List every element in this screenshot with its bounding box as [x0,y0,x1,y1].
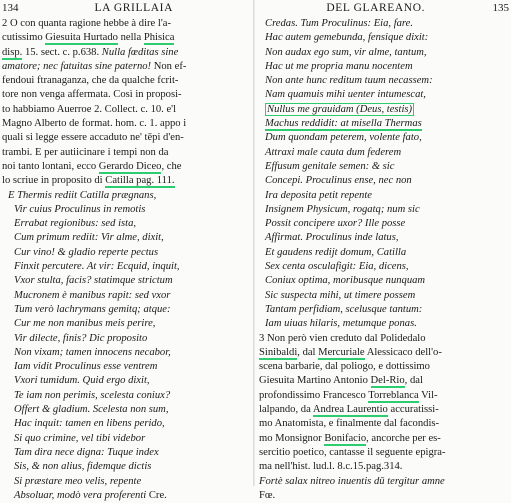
text-run: sercitio poetico, cantasse il seguente epigra- [259,446,446,458]
highlighted-phrase: Machus reddidit: at misella Thermas [265,118,422,130]
text-run: 15. sect. c. p.638. [22,46,102,58]
text-line [2,117,249,131]
text-run: Cum primum rediit: Vir alme, dixit, [14,232,164,244]
text-run: to habbiamo Auerroe 2. Collect. c. 10. e'l [2,103,177,115]
text-line [259,374,509,388]
text-run: , dal [297,346,319,358]
text-line [259,389,509,403]
text-run: Effusum genitale semen: & sic [265,160,395,172]
text-line [2,31,249,45]
text-line [2,374,249,388]
text-run: Iam vidit Proculinus esse ventrem [14,361,158,373]
left-running-title: LA GRILLAIA [94,2,173,14]
text-line [259,60,509,74]
text-run: nella [117,32,144,44]
text-run: noi tanto lontani, ecco [2,160,99,172]
text-run: Non vixam; tamen innocens necabor, [14,346,171,358]
text-run: Tantam perfidiam, scelusque tantum: [265,303,423,315]
text-run: , dal [404,375,423,387]
text-line [259,274,509,288]
text-run: Fortè salax nitreo inuentis dū tergitur amne [259,475,445,487]
text-line [2,489,249,503]
text-line [2,46,249,60]
highlighted-phrase: Sinibaldi [259,346,298,358]
text-line [259,103,509,117]
text-line [259,46,509,60]
text-line [2,417,249,431]
text-line [2,246,249,260]
text-run: Fœ. [259,489,276,501]
right-running-head [259,2,509,16]
text-run: Vil- [418,389,438,401]
text-run: Sex centa osculafigit: Eia, dicens, [265,261,409,273]
text-line [259,217,509,231]
text-run: Cur vino! & gladio reperte pectus [14,246,159,258]
text-line [259,231,509,245]
text-run: quali si legge essere accaduto ne' tēpi d'en- [2,132,184,144]
text-line [2,88,249,102]
text-line [259,88,509,102]
text-line [259,360,509,374]
highlighted-phrase: Nullus me grauidam (Deus, testis) [267,103,413,115]
text-run: Non ef- [151,60,187,72]
text-line [259,189,509,203]
text-line [2,60,249,74]
text-run: fendoui ftranaganza, che da qualche fcrit- [2,75,179,87]
text-line [2,403,249,417]
text-line [259,460,509,474]
highlighted-phrase: Catilla pag. 111. [105,175,175,187]
text-run: Non audax ego sum, vir alme, tantum, [265,46,427,58]
text-line [2,189,249,203]
right-page [259,0,509,501]
text-run: Insignem Physicum, rogatq; num sic [265,203,420,215]
text-line [259,417,509,431]
text-run: Hac ut me propria manu nocentem [265,60,413,72]
text-run: Concepi. Proculinus ense, nec non [265,175,412,187]
text-line [259,289,509,303]
text-line [2,303,249,317]
text-line [2,131,249,145]
highlighted-phrase: Phisica [143,32,175,44]
text-run: Cre. [146,489,167,501]
text-run: Errabat regionibus: sed ista, [14,218,137,230]
left-text-body [2,17,249,503]
text-run: cutissimo [2,32,46,44]
text-line [259,131,509,145]
text-line [2,274,249,288]
text-run: Ira deposita petit repente [265,189,372,201]
text-line [2,160,249,174]
text-run: Mucronem è manibus rapit: sed vxor [14,289,171,301]
text-run: 2 O con quanta ragione hebbe à dire l'a- [2,18,171,29]
text-line [259,432,509,446]
text-line [2,360,249,374]
text-line [259,475,509,489]
right-running-title: DEL GLAREANO. [326,2,426,14]
text-run: trambi. E per autiicinare i tempi non da [2,146,169,158]
text-run: Coniux optima, moribusque nunquam [265,275,426,287]
text-line [2,432,249,446]
text-run: Magno Alberto de format. hom. c. 1. appo i [2,118,187,130]
text-run: Attraxi male cauta dum federem [265,146,402,158]
text-line [2,332,249,346]
text-line [259,489,509,503]
text-run: Hac autem gemebunda, fensique dixit: [265,32,429,44]
text-run: accuratissi- [387,404,439,416]
text-run: Vir cuius Proculinus in remotis [14,203,146,215]
text-run: Affirmat. Proculinus inde latus, [265,232,399,244]
text-line [2,446,249,460]
text-run: Te iam non perimis, scelesta coniux? [14,389,171,401]
text-run: Finxit percutere. At vir: Ecquid, inquit, [14,261,180,273]
text-line [259,303,509,317]
text-line [2,389,249,403]
text-run: Vir dilecte, finis? Dic proposito [14,332,148,344]
text-run: Dum quondam peterem, volente fato, [265,132,422,144]
text-run: Tum verò lachrymans gemitq; atque: [14,303,171,315]
text-line [259,446,509,460]
text-line [259,260,509,274]
text-run: Vxor stulta, facis? statimque strictum [14,275,173,287]
text-line [2,17,249,31]
text-line [2,103,249,117]
text-line [2,146,249,160]
highlighted-phrase: disp. [2,46,23,58]
text-line [2,289,249,303]
text-run: Cur me non manibus meis perire, [14,318,156,330]
text-run: profondissimo Francesco [259,389,369,401]
text-line [2,460,249,474]
text-run: 3 Non però vien creduto dal Polidedalo [259,332,426,344]
text-run: mo Anatomista, e finalmente dal facondis- [259,418,440,430]
text-line [259,31,509,45]
right-text-body [259,17,509,503]
text-run: Alessicaco dell'o- [364,346,442,358]
text-run: Nulla fœditas sine [101,46,179,58]
highlighted-phrase: Giesuita Hurtado [45,32,118,44]
text-line [259,17,509,31]
text-run: lo scriue in proposito di [2,175,106,187]
text-line [2,260,249,274]
text-run: scena barbarie, dal poliogo, e dottissimo [259,361,430,373]
text-run: Giesuita Martino Antonio [259,375,371,387]
text-line [259,403,509,417]
text-line [259,203,509,217]
text-run: Credas. Tum Proculinus: Eia, fare. [265,18,414,29]
text-line [2,346,249,360]
text-run: Si præstare meo velis, repente [14,475,142,487]
text-run: Si quo crimine, vel tibi videbor [14,432,146,444]
text-line [259,146,509,160]
text-run: Non ante hunc reditum tuum necassem: [265,75,433,87]
text-run: Et gaudens redijt domum, Catilla [265,246,407,258]
text-line [259,346,509,360]
text-run: ma nell'hist. lud.l. 8.c.15.pag.314. [259,461,403,473]
text-run: E Thermis rediit Catilla prægnans, [8,189,157,201]
text-line [2,74,249,88]
text-line [2,317,249,331]
text-line [2,174,249,188]
page-gutter [253,0,255,486]
text-run: mo Monsignor [259,432,325,444]
highlighted-phrase: Andrea Laurentio [312,404,388,416]
text-run: amatore; nec fatuitas sine paterno! [2,60,152,72]
highlighted-phrase: Gerardo Diceo [98,160,162,172]
highlighted-phrase: Del-Rio [370,375,405,387]
text-run: tore non venga affermata. Così in proposi- [2,89,182,101]
highlighted-phrase: Mercuriale [318,346,365,358]
text-line [259,160,509,174]
text-run: Iam uiuas hilaris, metumque ponas. [265,318,417,330]
text-run: Sis, & non alius, fidemque dictis [14,461,152,473]
text-line [2,217,249,231]
text-run: Hac inquit: tamen en libens perido, [14,418,165,430]
text-line [259,332,509,346]
text-run: Tam dira nece digna: Tuque index [14,446,159,458]
text-run: Vxori tumidum. Quid ergo dixit, [14,375,150,387]
highlighted-phrase: Torreblanca [368,389,419,401]
text-run: Absoluar, modò vera proferenti [14,489,147,501]
text-line [259,174,509,188]
left-page [2,0,249,501]
text-line [259,117,509,131]
right-page-number: 135 [492,2,509,14]
text-line [2,475,249,489]
text-line [2,231,249,245]
text-run: Nam quamuis mihi uenter intumescat, [265,89,426,101]
text-line [259,74,509,88]
text-run: Sic suspecta mihi, ut timere possem [265,289,416,301]
text-line [259,317,509,331]
text-run: , che [161,160,182,172]
text-line [259,246,509,260]
text-run: Possit concipere uxor? Ille posse [265,218,406,230]
text-run: Offert & gladium. Scelesta non sum, [14,404,169,416]
text-run: lalpando, da [259,404,313,416]
highlighted-phrase: Bonifacio [324,432,367,444]
text-line [2,203,249,217]
text-run: , ancorche per es- [366,432,441,444]
left-running-head [2,2,249,16]
left-page-number: 134 [2,2,19,14]
